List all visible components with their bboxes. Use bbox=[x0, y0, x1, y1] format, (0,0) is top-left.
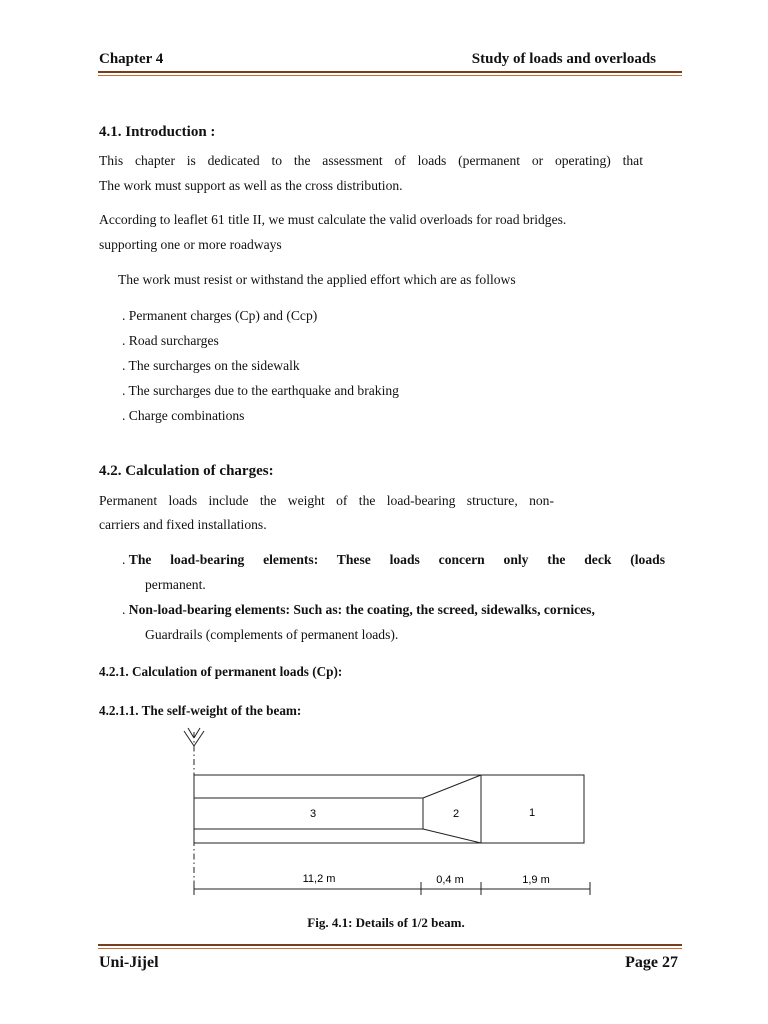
header-rule-thin bbox=[98, 75, 682, 76]
non-load-bearing-item bbox=[122, 597, 595, 622]
list-item: . Permanent charges (Cp) and (Ccp) bbox=[122, 308, 318, 323]
chapter-title: Study of loads and overloads bbox=[471, 51, 656, 67]
load-bearing-item bbox=[122, 547, 665, 572]
list-item: . The surcharges on the sidewalk bbox=[122, 358, 300, 373]
section-label-2: 2 bbox=[452, 808, 460, 820]
list-item: . Road surcharges bbox=[122, 333, 219, 348]
page-number: Page 27 bbox=[625, 954, 678, 971]
subsection-heading-permanent-loads: 4.2.1. Calculation of permanent loads (Cp): bbox=[99, 664, 343, 679]
charges-paragraph-line2: carriers and fixed installations. bbox=[99, 517, 267, 532]
footer-rule-thick bbox=[98, 944, 682, 946]
header-rule-thick bbox=[98, 71, 682, 73]
subsection-heading-self-weight: 4.2.1.1. The self-weight of the beam: bbox=[99, 703, 302, 718]
taper-top bbox=[423, 775, 481, 798]
beam-outline bbox=[194, 775, 584, 843]
half-beam-diagram bbox=[170, 722, 600, 900]
section-heading-introduction: 4.1. Introduction : bbox=[99, 124, 216, 140]
list-item: . Charge combinations bbox=[122, 408, 245, 423]
load-bearing-continuation: permanent. bbox=[145, 577, 206, 592]
non-load-bearing-text: Non-load-bearing elements: Such as: the coating, the screed, sidewalks, cornices, bbox=[128, 602, 595, 617]
leaflet-paragraph-line1: According to leaflet 61 title II, we must calculate the valid overloads for road bridges. bbox=[99, 212, 567, 227]
list-item: . The surcharges due to the earthquake and braking bbox=[122, 383, 399, 398]
item-bullet: . bbox=[122, 602, 129, 617]
section-label-1: 1 bbox=[528, 807, 536, 819]
figure-caption: Fig. 4.1: Details of 1/2 beam. bbox=[307, 915, 465, 930]
intro-paragraph-line2: The work must support as well as the cross distribution. bbox=[99, 178, 403, 193]
footer-institution: Uni-Jijel bbox=[99, 954, 159, 971]
taper-bottom bbox=[423, 829, 481, 843]
resist-paragraph: The work must resist or withstand the applied effort which are as follows bbox=[118, 272, 516, 287]
intro-paragraph-line1: This chapter is dedicated to the assessment of loads (permanent or operating) that bbox=[99, 153, 643, 168]
section-label-3: 3 bbox=[309, 808, 317, 820]
item-bullet: . bbox=[122, 552, 129, 567]
load-bearing-text: The load-bearing elements: These loads concern only the deck (loads bbox=[128, 552, 665, 567]
chapter-label: Chapter 4 bbox=[99, 51, 164, 67]
section-heading-charges: 4.2. Calculation of charges: bbox=[99, 463, 274, 479]
footer-rule-thin bbox=[98, 948, 682, 949]
non-load-bearing-continuation: Guardrails (complements of permanent loads). bbox=[145, 627, 399, 642]
leaflet-paragraph-line2: supporting one or more roadways bbox=[99, 237, 282, 252]
dimension-label-1-9m: 1,9 m bbox=[522, 874, 550, 886]
dimension-label-11-2m: 11,2 m bbox=[302, 873, 336, 885]
dimension-label-0-4m: 0,4 m bbox=[436, 874, 464, 886]
charges-paragraph-line1: Permanent loads include the weight of the load-bearing structure, non- bbox=[99, 493, 554, 508]
